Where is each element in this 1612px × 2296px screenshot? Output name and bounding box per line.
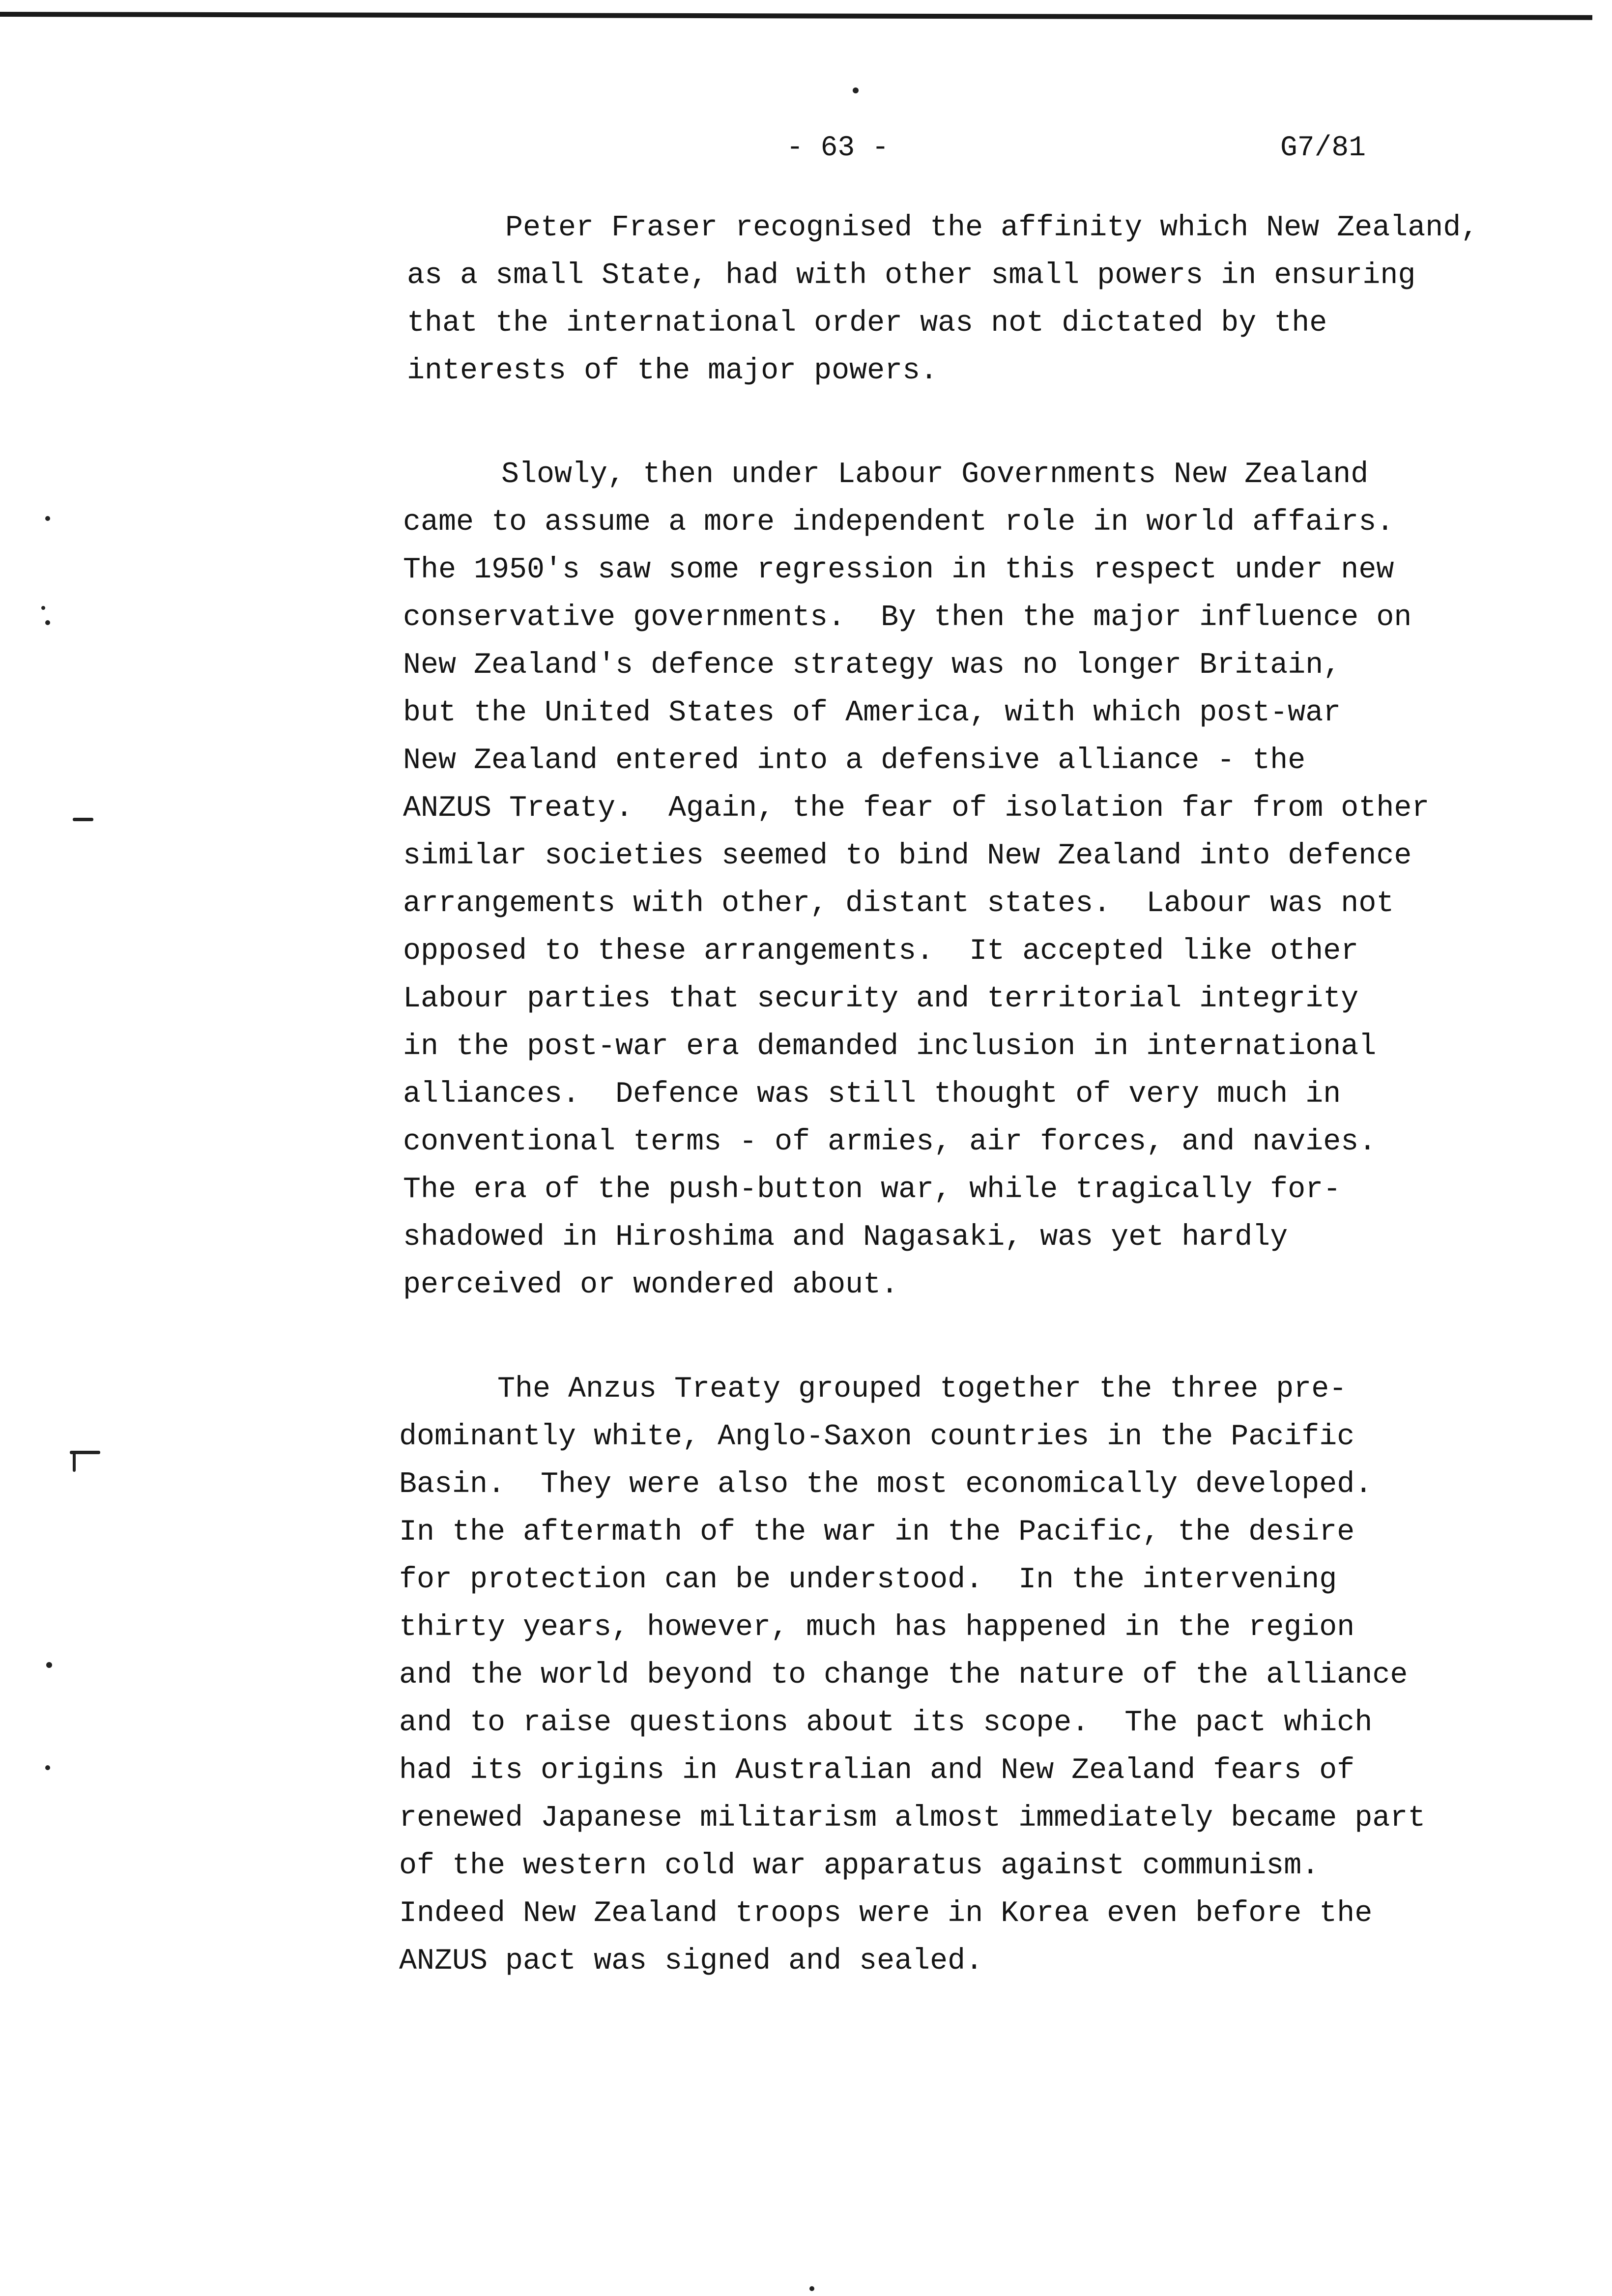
text-line: alliances. Defence was still thought of very much in — [403, 1078, 1341, 1111]
text-line: for protection can be understood. In the intervening — [399, 1563, 1337, 1597]
text-line: and the world beyond to change the nature of the alliance — [399, 1659, 1408, 1692]
scan-speck — [45, 620, 50, 625]
text-line: The 1950's saw some regression in this respect under new — [403, 553, 1394, 587]
text-line: conservative governments. By then the major influence on — [403, 601, 1412, 634]
text-line: conventional terms - of armies, air forces, and navies. — [403, 1125, 1377, 1159]
page-number: - 63 - — [786, 132, 889, 164]
scan-speck — [46, 1662, 52, 1668]
text-line: Peter Fraser recognised the affinity which New Zealand, — [505, 211, 1479, 245]
text-line: of the western cold war apparatus against communism. — [399, 1849, 1320, 1883]
text-line: as a small State, had with other small powers in ensuring — [407, 259, 1416, 292]
text-line: Slowly, then under Labour Governments New Zealand — [501, 458, 1369, 491]
text-line: arrangements with other, distant states. Labour was not — [403, 887, 1394, 920]
scan-speck — [73, 1452, 76, 1472]
top-border-rule — [0, 12, 1592, 20]
text-line: but the United States of America, with which post-war — [403, 696, 1341, 730]
paragraph-2 — [403, 451, 1429, 1309]
scan-speck — [45, 516, 50, 521]
paragraph-3 — [399, 1366, 1425, 1985]
scan-speck — [41, 606, 45, 610]
text-line: The era of the push-button war, while tragically for- — [403, 1173, 1341, 1206]
text-line: came to assume a more independent role in world affairs. — [403, 506, 1394, 539]
text-line: in the post-war era demanded inclusion in international — [403, 1030, 1377, 1063]
text-line: Labour parties that security and territorial integrity — [403, 982, 1359, 1016]
text-line: dominantly white, Anglo-Saxon countries in the Pacific — [399, 1420, 1355, 1454]
document-reference: G7/81 — [1280, 132, 1366, 164]
text-line: ANZUS pact was signed and sealed. — [399, 1945, 983, 1978]
text-line: had its origins in Australian and New Zealand fears of — [399, 1754, 1355, 1787]
text-line: In the aftermath of the war in the Pacific, the desire — [399, 1516, 1355, 1549]
text-line: perceived or wondered about. — [403, 1268, 899, 1302]
scan-speck — [73, 818, 93, 821]
scan-speck — [45, 1765, 50, 1770]
text-line: and to raise questions about its scope. The pact which — [399, 1706, 1373, 1740]
text-line: similar societies seemed to bind New Zealand into defence — [403, 839, 1412, 873]
text-line: thirty years, however, much has happened in the region — [399, 1611, 1355, 1644]
text-line: Basin. They were also the most economically developed. — [399, 1468, 1373, 1501]
text-line: New Zealand entered into a defensive alliance - the — [403, 744, 1306, 777]
text-line: opposed to these arrangements. It accepted like other — [403, 935, 1359, 968]
text-line: interests of the major powers. — [407, 354, 938, 388]
page-header — [0, 129, 1612, 168]
text-line: that the international order was not dictated by the — [407, 307, 1327, 340]
text-line: renewed Japanese militarism almost immediately became part — [399, 1802, 1426, 1835]
text-line: Indeed New Zealand troops were in Korea even before the — [399, 1897, 1373, 1930]
text-line: New Zealand's defence strategy was no longer Britain, — [403, 649, 1341, 682]
text-line: ANZUS Treaty. Again, the fear of isolation far from other — [403, 792, 1430, 825]
scan-speck — [853, 87, 859, 93]
paragraph-1 — [407, 204, 1478, 395]
text-line: shadowed in Hiroshima and Nagasaki, was yet hardly — [403, 1221, 1288, 1254]
scan-speck — [809, 2286, 814, 2291]
text-line: The Anzus Treaty grouped together the three pre- — [497, 1373, 1347, 1406]
